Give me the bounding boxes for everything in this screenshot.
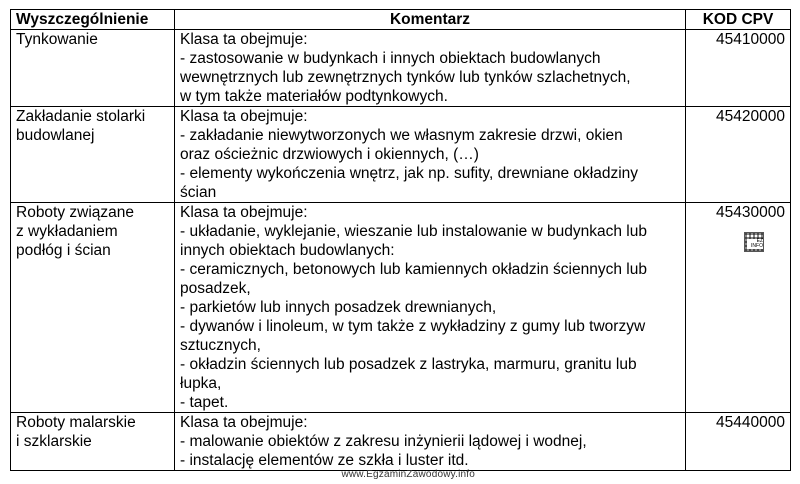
comment-line: - instalację elementów ze szkła i luster itd. xyxy=(180,452,469,469)
qr-stamp-icon xyxy=(744,232,764,252)
header-name: Wyszczególnienie xyxy=(11,10,175,30)
comment-line: - ceramicznych, betonowych lub kamiennych okładzin ściennych lub xyxy=(180,261,647,278)
comment-line: wewnętrznych lub zewnętrznych tynków lub tynków szlachetnych, xyxy=(180,69,631,86)
row-code-cell xyxy=(686,203,791,413)
row-code-cell: 45410000 xyxy=(686,30,791,107)
header-row xyxy=(11,10,791,30)
comment-line: innych obiektach budowlanych: xyxy=(180,242,395,259)
row-name-line: budowlanej xyxy=(16,127,95,144)
comment-line: łupka, xyxy=(180,375,222,392)
comment-line: - okładzin ściennych lub posadzek z lastryka, marmuru, granitu lub xyxy=(180,356,637,373)
row-name-cell xyxy=(11,203,175,413)
row-code-cell: 45440000 xyxy=(686,413,791,471)
row-name-line: i szklarskie xyxy=(16,433,92,450)
comment-line: Klasa ta obejmuje: xyxy=(180,31,308,48)
header-code: KOD CPV xyxy=(686,10,791,30)
row-name-line: Zakładanie stolarki xyxy=(16,108,146,125)
comment-line: - dywanów i linoleum, w tym także z wykładziny z gumy lub tworzyw xyxy=(180,318,646,335)
comment-line: - zakładanie niewytworzonych we własnym zakresie drzwi, okien xyxy=(180,127,623,144)
row-name-cell xyxy=(11,30,175,107)
comment-line: posadzek, xyxy=(180,280,251,297)
row-name-line: z wykładaniem xyxy=(16,223,118,240)
table-row xyxy=(11,30,791,107)
comment-line: - zastosowanie w budynkach i innych obiektach budowlanych xyxy=(180,50,601,67)
comment-line: - parkietów lub innych posadzek drewnianych, xyxy=(180,299,497,316)
comment-line: - tapet. xyxy=(180,394,229,411)
comment-line: - malowanie obiektów z zakresu inżynierii lądowej i wodnej, xyxy=(180,433,587,450)
comment-line: Klasa ta obejmuje: xyxy=(180,108,308,125)
comment-line: - elementy wykończenia wnętrz, jak np. sufity, drewniane okładziny xyxy=(180,165,639,182)
row-comment-cell xyxy=(175,107,686,203)
row-name-line: Tynkowanie xyxy=(16,31,98,48)
comment-line: sztucznych, xyxy=(180,337,261,354)
comment-line: w tym także materiałów podtynkowych. xyxy=(180,88,448,105)
table-row xyxy=(11,413,791,471)
row-code-value: 45430000 xyxy=(716,204,785,221)
table-row xyxy=(11,107,791,203)
row-name-cell xyxy=(11,413,175,471)
row-code-cell: 45420000 xyxy=(686,107,791,203)
cpv-table xyxy=(10,9,791,471)
qr-stamp-text: EZ INFO xyxy=(747,239,763,249)
row-name-line: Roboty związane xyxy=(16,204,135,221)
table-row xyxy=(11,203,791,413)
watermark-text: www.EgzaminZawodowy.info xyxy=(341,469,475,480)
row-comment-cell xyxy=(175,413,686,471)
comment-line: Klasa ta obejmuje: xyxy=(180,204,308,221)
header-comment: Komentarz xyxy=(175,10,686,30)
row-comment-cell xyxy=(175,203,686,413)
row-comment-cell xyxy=(175,30,686,107)
row-name-line: Roboty malarskie xyxy=(16,414,136,431)
row-name-line: podłóg i ścian xyxy=(16,242,111,259)
comment-line: Klasa ta obejmuje: xyxy=(180,414,308,431)
comment-line: oraz ościeżnic drzwiowych i okiennych, (…) xyxy=(180,146,479,163)
comment-line: ścian xyxy=(180,184,217,201)
comment-line: - układanie, wyklejanie, wieszanie lub instalowanie w budynkach lub xyxy=(180,223,647,240)
row-name-cell xyxy=(11,107,175,203)
